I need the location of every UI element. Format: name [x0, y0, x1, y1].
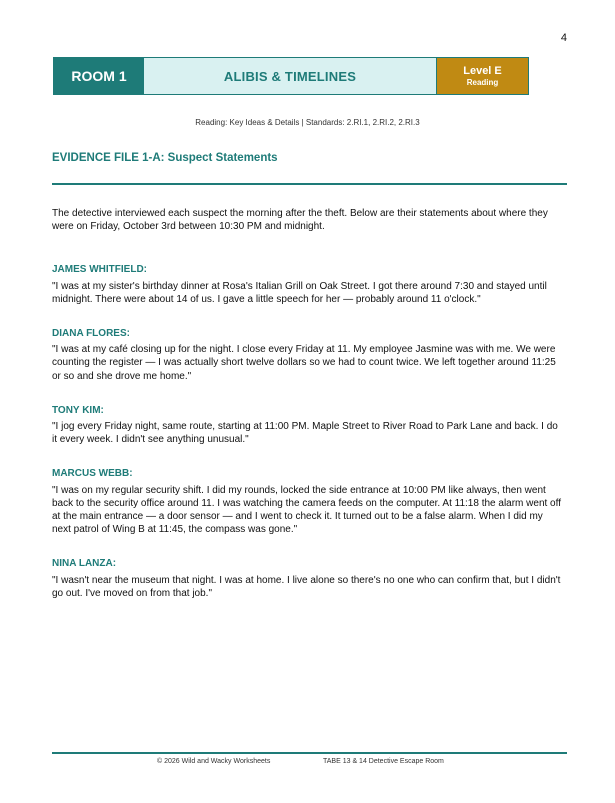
suspect-statement: [52, 404, 562, 447]
suspect-quote: "I wasn't near the museum that night. I was at home. I live alone so there's no one who can confirm that, but I didn't go out. I've moved on from that job.": [52, 574, 561, 599]
section-divider: [52, 183, 567, 185]
suspect-quote: "I was at my sister's birthday dinner at Rosa's Italian Grill on Oak Street. I got there around 7:30 and stayed until midnight. There were about 14 of us. I gave a little speech for her — probably around 11 o'clock.": [52, 280, 547, 305]
evidence-content: [52, 207, 562, 621]
standards-line: Reading: Key Ideas & Details | Standards: 2.RI.1, 2.RI.2, 2.RI.3: [195, 118, 420, 127]
suspect-quote: "I was at my café closing up for the night. I close every Friday at 11. My employee Jasmine was with me. We were counting the register — I was actually short twelve dollars so we had to count twice. We left together around 11:25 or so and she drove me home.": [52, 344, 556, 382]
room-banner: [53, 57, 529, 95]
suspect-quote: "I jog every Friday night, same route, starting at 11:00 PM. Maple Street to River Road to Park Lane and back. I do it every week. I didn't see anything unusual.": [52, 421, 558, 446]
suspect-name: DIANA FLORES:: [52, 328, 130, 340]
suspect-statement: [52, 327, 562, 383]
suspect-statement: [52, 467, 562, 536]
footer-series: TABE 13 & 14 Detective Escape Room: [323, 758, 444, 765]
intro-paragraph: The detective interviewed each suspect the morning after the theft. Below are their statements about where they were on Friday, October 3rd between 10:30 PM and midnight.: [52, 208, 548, 233]
suspect-statement: [52, 557, 562, 600]
level-badge: [436, 58, 528, 94]
room-title: ALIBIS & TIMELINES: [144, 58, 436, 94]
page-number: 4: [560, 32, 567, 44]
suspect-quote: "I was on my regular security shift. I did my rounds, locked the side entrance at 10:00 PM like always, then went back to the security office around 11. I was watching the camera feeds on the computer. At 11:18 the alarm went off at the main entrance — a door sensor — and I went to check it. It turned out to be a false alarm. When I did my next patrol of Wing B at 11:45, the compass was gone.": [52, 484, 561, 536]
footer-copyright: © 2026 Wild and Wacky Worksheets: [157, 758, 271, 765]
suspect-name: NINA LANZA:: [52, 558, 117, 570]
suspect-name: MARCUS WEBB:: [52, 468, 133, 480]
level-label: Level E: [463, 64, 502, 77]
room-label: ROOM 1: [54, 58, 144, 94]
section-title: EVIDENCE FILE 1-A: Suspect Statements: [52, 152, 278, 164]
level-subject: Reading: [466, 77, 499, 87]
footer-divider: [52, 752, 567, 754]
suspect-name: JAMES WHITFIELD:: [52, 264, 147, 276]
suspect-name: TONY KIM:: [52, 404, 104, 416]
suspect-statement: [52, 263, 562, 306]
